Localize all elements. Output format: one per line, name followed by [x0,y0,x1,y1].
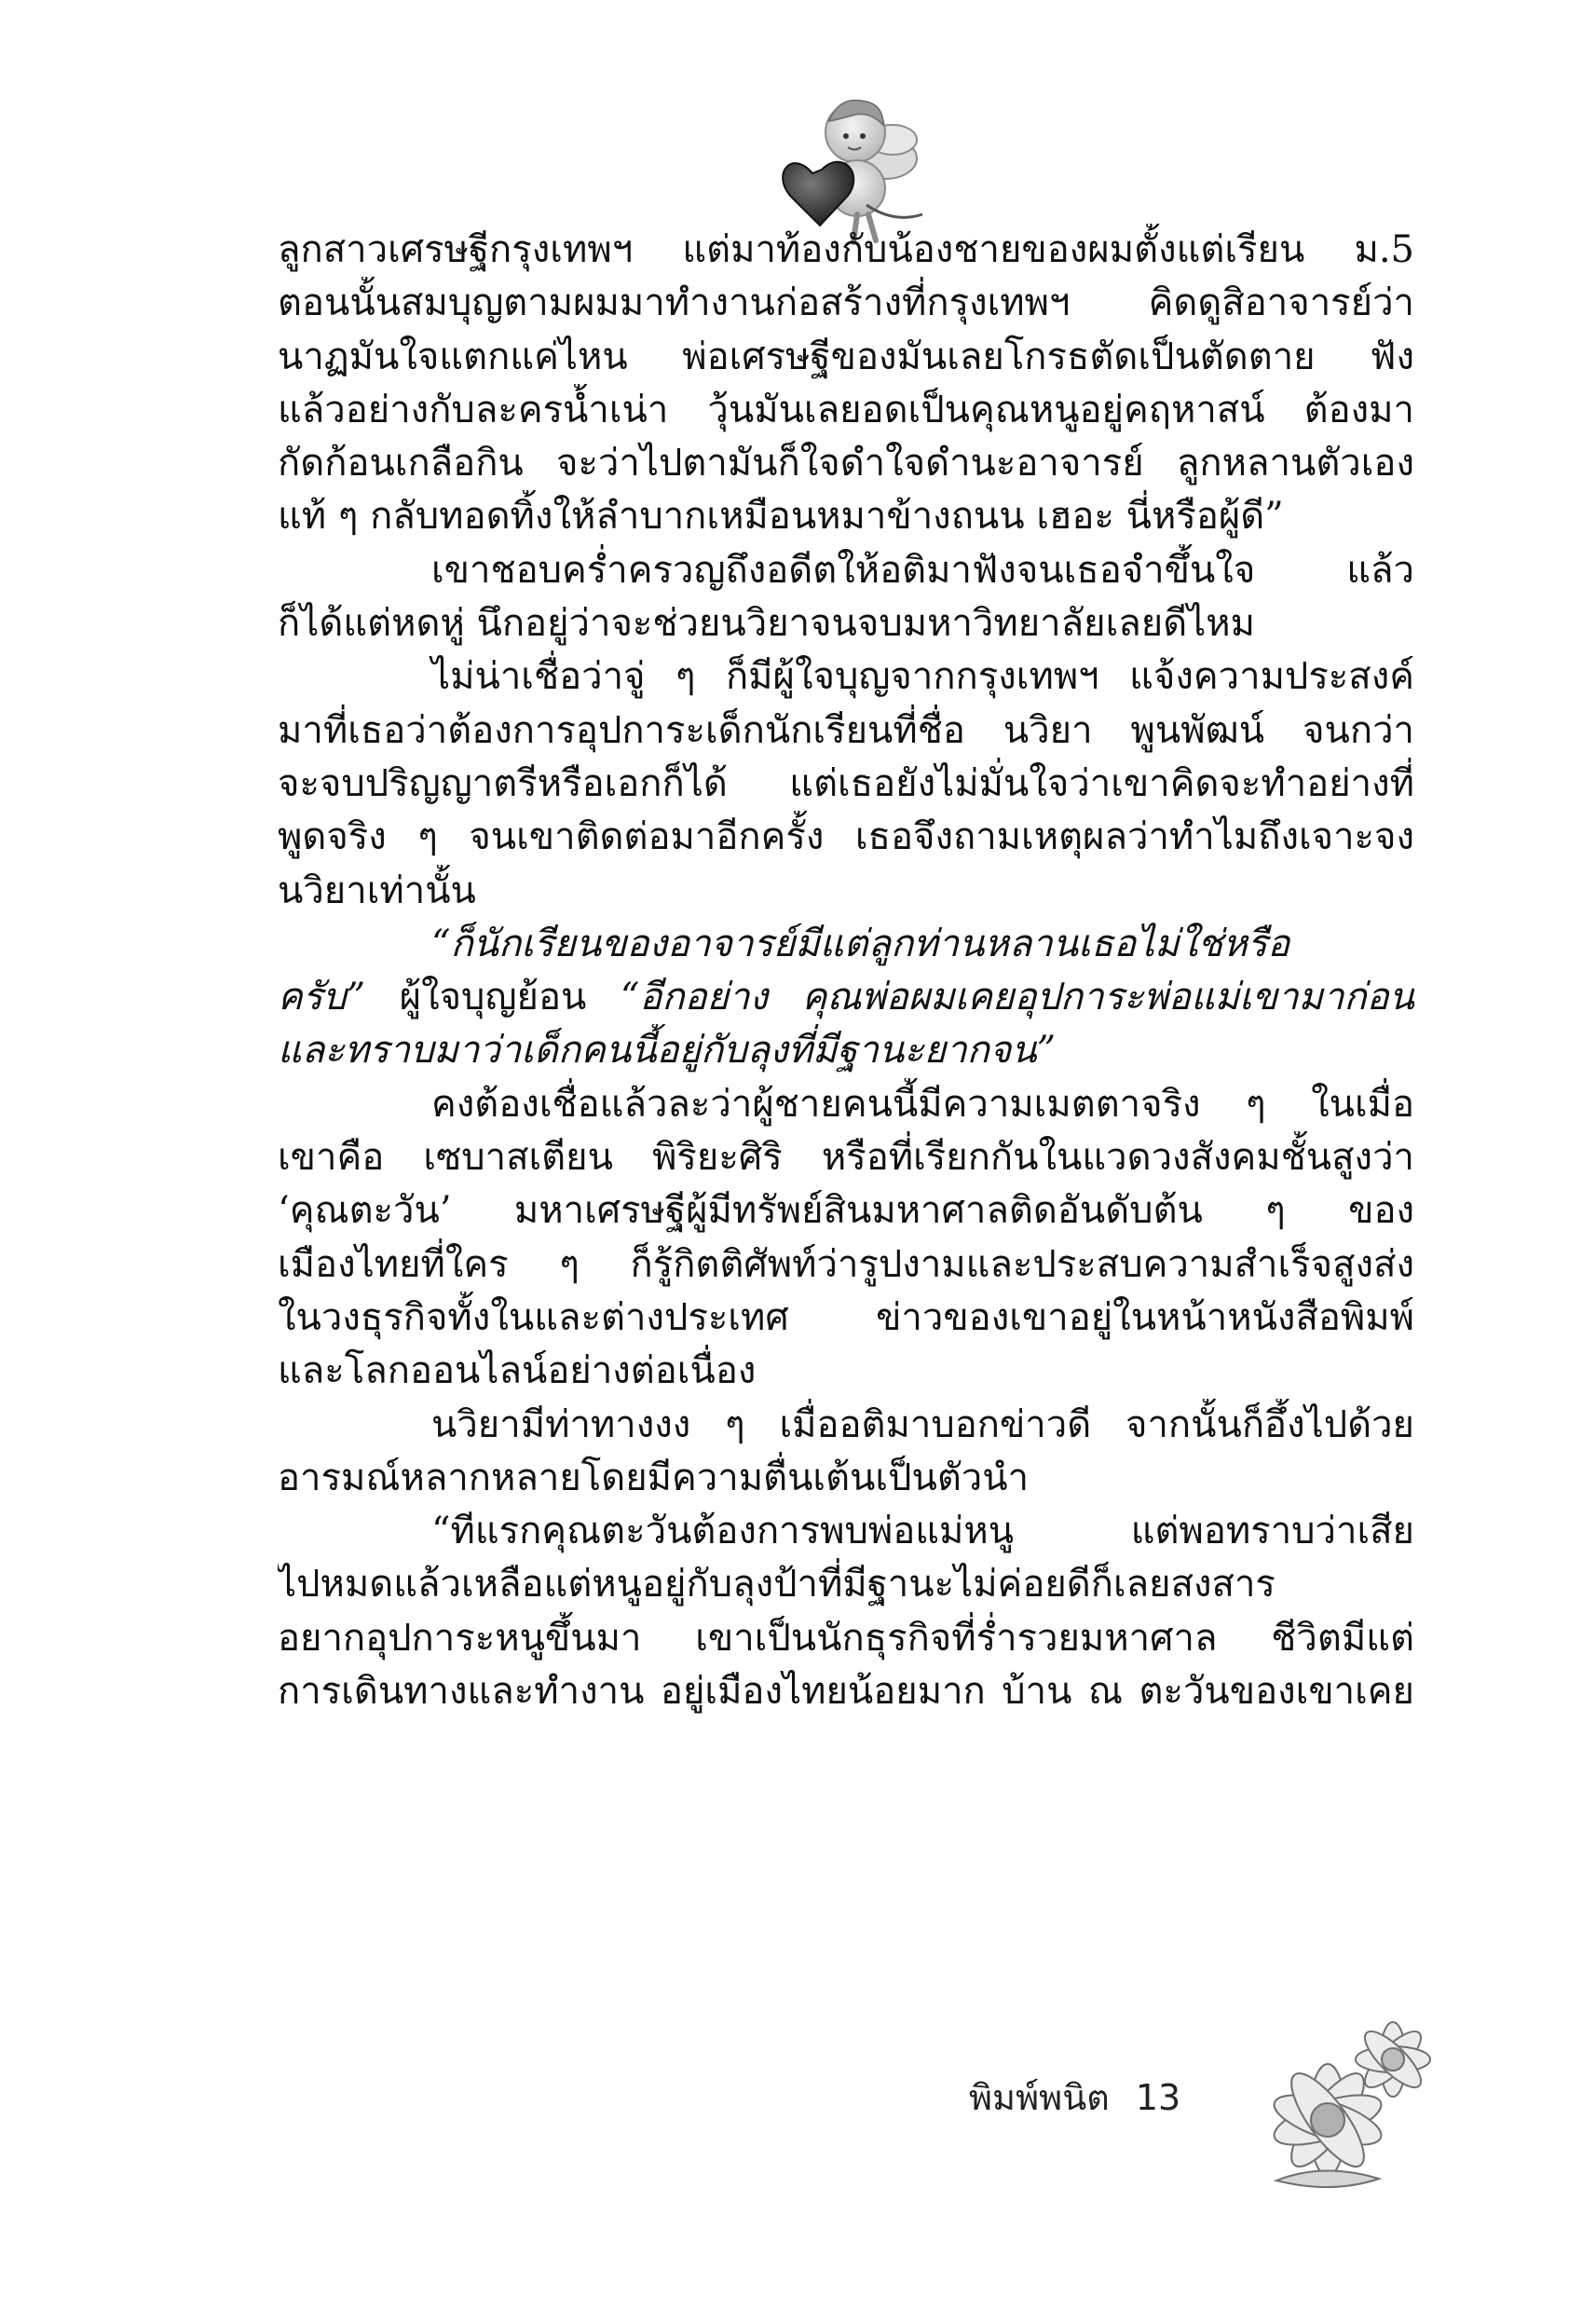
text-line-mixed [278,971,1414,1024]
body-text [278,224,1414,1718]
text-line: ไปหมดแล้วเหลือแต่หนูอยู่กับลุงป้าที่มีฐานะไม่ค่อยดีก็เลยสงสาร [278,1563,1275,1607]
text-line: เมืองไทยที่ใคร ๆ ก็รู้กิตติศัพท์ว่ารูปงามและประสบความสำเร็จสูงส่ง [278,1242,1414,1286]
text-line: ‘คุณตะวัน’ มหาเศรษฐีผู้มีทรัพย์สินมหาศาลติดอันดับต้น ๆ ของ [278,1189,1414,1233]
text-line: การเดินทางและทำงาน อยู่เมืองไทยน้อยมาก บ้าน ณ ตะวันของเขาเคย [278,1670,1414,1714]
text-line: นวิยาเท่านั้น [278,868,476,912]
text-line: นวิยามีท่าทางงง ๆ เมื่ออติมาบอกข่าวดี จากนั้นก็อึ้งไปด้วย [431,1402,1414,1446]
text-line: คงต้องเชื่อแล้วละว่าผู้ชายคนนี้มีความเมตตาจริง ๆ ในเมื่อ [431,1082,1414,1126]
text-line: อารมณ์หลากหลายโดยมีความตื่นเต้นเป็นตัวนำ [278,1456,1030,1499]
text-line: ในวงธุรกิจทั้งในและต่างประเทศ ข่าวของเขาอยู่ในหน้าหนังสือพิมพ์ [278,1295,1414,1339]
text-line: พูดจริง ๆ จนเขาติดต่อมาอีกครั้ง เธอจึงถามเหตุผลว่าทำไมถึงเจาะจง [278,815,1414,859]
text-line: เขาชอบคร่ำครวญถึงอดีตให้อติมาฟังจนเธอจำขึ้นใจ แล้ว [431,548,1414,592]
text-line: นาฏมันใจแตกแค่ไหน พ่อเศรษฐีของมันเลยโกรธตัดเป็นตัดตาย ฟัง [278,335,1414,378]
text-line: เขาคือ เซบาสเตียน พิริยะศิริ หรือที่เรียกกันในแวดวงสังคมชั้นสูงว่า [278,1136,1414,1180]
text-line: กัดก้อนเกลือกิน จะว่าไปตามันก็ใจดำใจดำนะอาจารย์ ลูกหลานตัวเอง [278,442,1414,485]
quote-fragment: ครับ” [278,976,366,1019]
text-line: และโลกออนไลน์อย่างต่อเนื่อง [278,1349,757,1393]
text-line: ก็ได้แต่หดหู่ นึกอยู่ว่าจะช่วยนวิยาจนจบมหาวิทยาลัยเลยดีไหม [278,602,1256,646]
text-line: จะจบปริญญาตรีหรือเอกก็ได้ แต่เธอยังไม่มั่นใจว่าเขาคิดจะทำอย่างที่ [278,761,1414,805]
text-line: ไม่น่าเชื่อว่าจู่ ๆ ก็มีผู้ใจบุญจากกรุงเทพฯ แจ้งความประสงค์ [431,655,1414,699]
text-line: แท้ ๆ กลับทอดทิ้งให้ลำบากเหมือนหมาข้างถนน เฮอะ นี่หรือผู้ดี” [278,495,1284,539]
text-line: ตอนนั้นสมบุญตามผมมาทำงานก่อสร้างที่กรุงเทพฯ คิดดูสิอาจารย์ว่า [278,281,1414,325]
page-footer [969,2069,1180,2126]
text-line: อยากอุปการะหนูขึ้นมา เขาเป็นนักธุรกิจที่ร่ำรวยมหาศาล ชีวิตมีแต่ [278,1616,1414,1660]
text-line: ลูกสาวเศรษฐีกรุงเทพฯ แต่มาท้องกับน้องชายของผมตั้งแต่เรียน ม.5 [278,228,1414,271]
lotus-flowers-icon [1239,2003,1463,2199]
text-line: “ทีแรกคุณตะวันต้องการพบพ่อแม่หนู แต่พอทราบว่าเสีย [431,1510,1414,1553]
text-line: มาที่เธอว่าต้องการอุปการะเด็กนักเรียนที่ชื่อ นวิยา พูนพัฒน์ จนกว่า [278,708,1414,752]
page-number: 13 [1135,2077,1181,2118]
book-title: พิมพ์พนิต [969,2077,1110,2118]
narration-fragment: ผู้ใจบุญย้อน [365,976,621,1019]
text-line: และทราบมาว่าเด็กคนนี้อยู่กับลุงที่มีฐานะยากจน” [278,1029,1057,1073]
text-line: “ก็นักเรียนของอาจารย์มีแต่ลูกท่านหลานเธอไม่ใช่หรือ [431,922,1290,965]
text-line: แล้วอย่างกับละครน้ำเน่า วุ้นมันเลยอดเป็นคุณหนูอยู่คฤหาสน์ ต้องมา [278,388,1414,431]
quote-fragment: “อีกอย่าง คุณพ่อผมเคยอุปการะพ่อแม่เขามาก่อน [620,976,1414,1019]
